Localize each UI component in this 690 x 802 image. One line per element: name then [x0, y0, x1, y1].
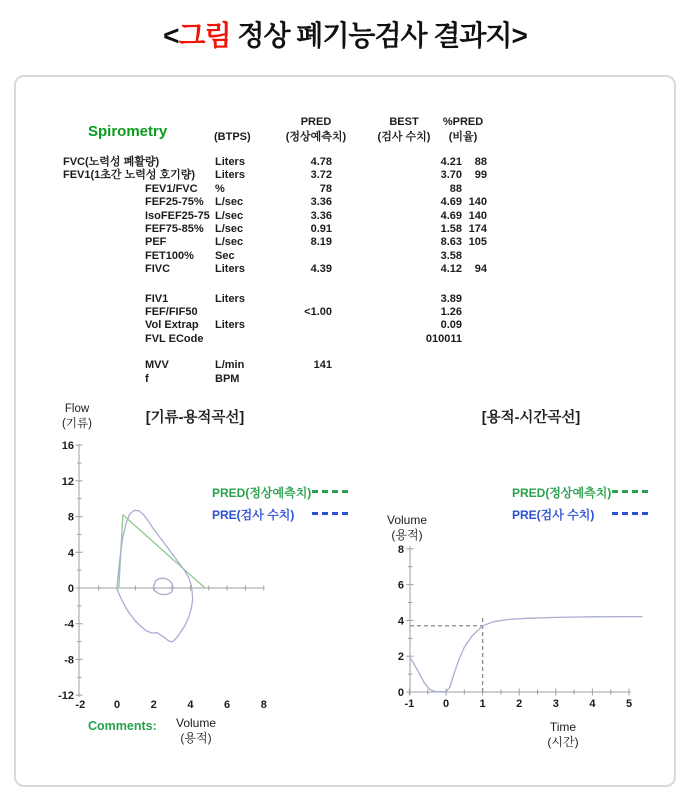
best-value-cell: 4.69 [440, 209, 462, 222]
tick-label: 0 [67, 583, 74, 595]
unit-cell [212, 306, 275, 319]
parameter-cell: MVV [145, 359, 169, 372]
pred-value-cell [275, 250, 332, 263]
best-value-cell: 1.26 [440, 306, 462, 319]
table-row [60, 250, 490, 263]
unit-cell: BPM [215, 372, 240, 385]
tick-label: 12 [61, 475, 74, 488]
tick-label: 8 [67, 511, 74, 524]
pctpred-value-cell [462, 373, 487, 386]
volume-time-chart [395, 540, 650, 715]
parameter-cell: f [145, 372, 149, 385]
series-volume-time-curve [409, 617, 641, 692]
best-value-cell: 3.70 [440, 169, 462, 182]
flow-axis-label [54, 402, 100, 432]
title-rest: 정상 폐기능검사 결과지> [230, 20, 527, 51]
pctpred-value-cell: 88 [474, 156, 487, 168]
pctpred-value-cell [462, 183, 487, 196]
parameter-cell: FEF25-75% [145, 196, 204, 209]
volume-time-legend [512, 484, 652, 523]
btps-label: (BTPS) [214, 131, 251, 143]
volume-axis-label-right-chart [382, 513, 432, 543]
pred-value-cell [275, 319, 332, 332]
column-header-pred-line2: (정상예측치) [285, 130, 347, 143]
legend-pred-label-right: PRED(정상예측치) [512, 486, 612, 500]
flow-volume-chart-title: [기류-용적곡선] [145, 410, 245, 426]
best-value-cell: 010011 [425, 332, 462, 345]
tick-label: -2 [75, 699, 86, 711]
best-value-cell [332, 359, 462, 372]
pred-value-cell: 3.72 [310, 169, 332, 182]
time-axis-label [538, 720, 588, 750]
unit-cell: Liters [215, 319, 245, 332]
table-row [60, 223, 490, 236]
title-bracket-open: < [163, 20, 179, 51]
pred-value-cell: 8.19 [310, 236, 332, 249]
parameter-cell: IsoFEF25-75 [145, 209, 210, 222]
unit-cell: Liters [215, 169, 245, 182]
tick-label: 2 [516, 698, 523, 710]
table-row [60, 373, 490, 386]
parameter-cell: PEF [145, 236, 167, 249]
tick-label: 0 [397, 687, 404, 699]
tick-label: -1 [404, 698, 415, 710]
best-value-cell: 1.58 [440, 223, 462, 236]
legend-pre-label-right: PRE(검사 수치) [512, 508, 595, 522]
table-row [60, 263, 490, 276]
column-header-pctpred [403, 115, 523, 144]
unit-cell: Liters [215, 263, 245, 276]
tick-label: 5 [625, 698, 633, 710]
time-axis-label-sub: (시간) [547, 735, 579, 749]
parameter-cell: FEV1(1초간 노력성 호기량) [63, 169, 196, 182]
table-row [60, 196, 490, 209]
pctpred-value-cell: 140 [468, 196, 487, 209]
tick-label: 1 [479, 698, 486, 710]
table-row [60, 333, 490, 346]
tick-label: 8 [260, 699, 267, 711]
spirometry-table [60, 156, 490, 386]
unit-cell: L/sec [215, 209, 244, 222]
parameter-cell: FEF75-85% [145, 223, 204, 236]
best-value-cell: 4.21 [440, 156, 462, 168]
pctpred-value-cell: 174 [468, 223, 487, 236]
tick-label: 2 [150, 699, 157, 711]
best-value-cell [332, 373, 462, 386]
parameter-cell: FVC(노력성 폐활량) [63, 156, 160, 168]
unit-cell: L/min [215, 359, 245, 372]
legend-pred-dash-swatch-right [612, 490, 650, 493]
column-header-pctpred-line2: (비율) [448, 130, 478, 143]
spirometry-section-1 [60, 156, 490, 277]
spirometry-section-3 [60, 359, 490, 386]
pctpred-value-cell [462, 293, 487, 306]
pred-value-cell: 78 [319, 182, 332, 195]
best-value-cell: 8.63 [440, 236, 462, 249]
pred-value-cell [275, 373, 332, 386]
unit-cell: % [215, 182, 225, 195]
pctpred-value-cell: 105 [468, 236, 487, 249]
tick-label: 3 [552, 698, 559, 710]
pred-value-cell: 0.91 [310, 223, 332, 236]
tick-label: 4 [67, 547, 74, 560]
pred-value-cell [275, 333, 332, 346]
volume-axis-label-main: Volume [175, 716, 217, 730]
parameter-cell: FVL ECode [145, 332, 204, 345]
parameter-cell: FEF/FIF50 [145, 306, 198, 319]
unit-cell: L/sec [215, 196, 244, 209]
time-axis-label-main: Time [549, 720, 577, 734]
pred-value-cell [275, 293, 332, 306]
tick-label: 6 [224, 699, 231, 711]
volume-axis-label-sub: (용적) [180, 731, 212, 745]
comments-label: Comments: [88, 719, 157, 733]
parameter-cell: Vol Extrap [145, 319, 199, 332]
pctpred-value-cell [462, 333, 487, 346]
table-row [60, 306, 490, 319]
tick-label: 8 [397, 543, 404, 556]
page-title [0, 14, 690, 54]
pred-value-cell: 141 [313, 359, 332, 372]
parameter-cell: FIVC [145, 263, 171, 276]
pctpred-value-cell: 94 [474, 263, 487, 276]
flow-volume-chart [55, 438, 300, 718]
pred-value-cell: 3.36 [310, 209, 332, 222]
best-value-cell: 4.12 [440, 263, 462, 276]
volume-axis-label-right-sub: (용적) [391, 528, 423, 542]
unit-cell: Sec [215, 249, 235, 262]
legend-pre-dash-swatch-right [612, 512, 650, 515]
series-flow-volume-loop [117, 510, 193, 642]
tick-label: 4 [397, 615, 404, 628]
table-row [60, 236, 490, 249]
table-row [60, 183, 490, 196]
pctpred-value-cell [462, 250, 487, 263]
spirometry-heading: Spirometry [88, 123, 168, 140]
legend-pre-dash-swatch [312, 512, 350, 515]
pred-value-cell: <1.00 [304, 306, 332, 319]
parameter-cell: FET100% [145, 249, 194, 262]
best-value-cell: 3.89 [440, 292, 462, 305]
tick-label: -8 [64, 654, 74, 667]
table-row [60, 319, 490, 332]
unit-cell: Liters [215, 292, 245, 305]
tick-label: 4 [589, 698, 596, 710]
legend-pred-label: PRED(정상예측치) [212, 486, 312, 500]
tick-label: -4 [64, 618, 74, 631]
pctpred-value-cell [462, 319, 487, 332]
volume-axis-label-right-main: Volume [386, 513, 428, 527]
unit-cell [212, 333, 275, 346]
flow-axis-label-main: Flow [64, 403, 90, 415]
pred-value-cell: 4.78 [310, 156, 332, 168]
parameter-cell: FIV1 [145, 292, 169, 305]
tick-label: 4 [187, 699, 194, 711]
series-tidal-loop [154, 578, 173, 595]
table-row [60, 169, 490, 182]
best-value-cell: 4.69 [440, 196, 462, 209]
volume-axis-label-left-chart [170, 716, 222, 746]
pctpred-value-cell: 99 [474, 169, 487, 182]
series-predicted-curve [119, 515, 205, 588]
title-highlight: 그림 [178, 20, 231, 51]
table-row [60, 293, 490, 306]
best-value-cell: 88 [449, 182, 462, 195]
legend-pre-label: PRE(검사 수치) [212, 508, 295, 522]
tick-label: 16 [61, 440, 74, 453]
pred-value-cell: 3.36 [310, 196, 332, 209]
table-row [60, 210, 490, 223]
unit-cell: L/sec [215, 223, 244, 236]
tick-label: 0 [113, 699, 121, 711]
tick-label: 2 [397, 651, 404, 664]
flow-axis-label-sub: (기류) [62, 418, 92, 430]
tick-label: 0 [442, 698, 450, 710]
best-value-cell: 0.09 [440, 319, 462, 332]
parameter-cell: FEV1/FVC [145, 182, 198, 195]
column-header-best-line1: BEST [389, 116, 419, 128]
best-value-cell: 3.58 [440, 249, 462, 262]
pctpred-value-cell [462, 359, 487, 372]
table-row [60, 156, 490, 169]
column-header-best-line2: (검사 수치) [377, 130, 431, 143]
column-header-pctpred-line1: %PRED [442, 116, 484, 128]
column-header-pred-line1: PRED [300, 116, 332, 128]
unit-cell: Liters [215, 156, 245, 168]
unit-cell: L/sec [215, 236, 244, 249]
pctpred-value-cell [462, 306, 487, 319]
tick-label: -12 [58, 690, 74, 703]
legend-pred-dash-swatch [312, 490, 350, 493]
table-row [60, 359, 490, 372]
tick-label: 6 [397, 579, 404, 592]
pctpred-value-cell: 140 [468, 209, 487, 222]
pred-value-cell: 4.39 [310, 263, 332, 276]
spirometry-section-2 [60, 293, 490, 347]
volume-time-chart-title: [용적-시간곡선] [481, 410, 581, 426]
